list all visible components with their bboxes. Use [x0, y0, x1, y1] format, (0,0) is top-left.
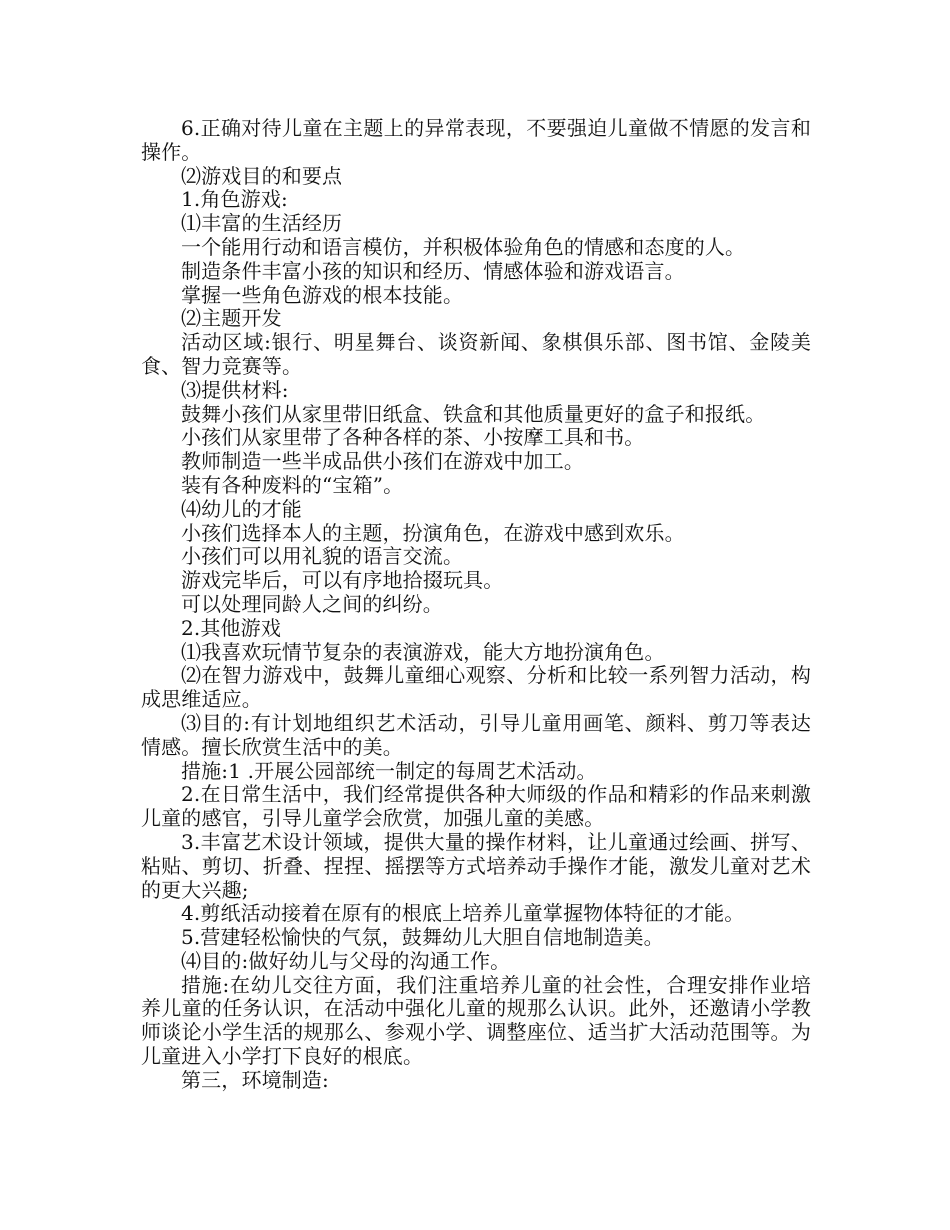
- paragraph-14: 装有各种废料的“宝箱”。: [181, 472, 404, 497]
- paragraph-25: 2.在日常生活中，我们经常提供各种大师级的作品和精彩的作品来刺激儿童的感官，引导儿童学会欣赏，加强儿童的美感。: [141, 782, 811, 831]
- paragraph-9: 活动区域:银行、明星舞台、谈资新闻、象棋俱乐部、图书馆、金陵美食、智力竞赛等。: [141, 330, 811, 378]
- paragraph-15: ⑷幼儿的才能: [181, 496, 302, 521]
- paragraph-18: 游戏完毕后，可以有序地拾掇玩具。: [181, 568, 504, 593]
- paragraph-24: 措施:1 .开展公园部统一制定的每周艺术活动。: [181, 758, 597, 783]
- paragraph-19: 可以处理同龄人之间的纠纷。: [181, 591, 443, 616]
- paragraph-4: ⑴丰富的生活经历: [181, 211, 343, 236]
- paragraph-26: 3.丰富艺术设计领域，提供大量的操作材料，让儿童通过绘画、拼写、粘贴、剪切、折叠、捏捏、摇摆等方式培养动手操作才能，激发儿童对艺术的更大兴趣;: [141, 829, 811, 902]
- paragraph-29: ⑷目的:做好幼儿与父母的沟通工作。: [181, 948, 511, 973]
- paragraph-2: ⑵游戏目的和要点: [181, 163, 343, 188]
- paragraph-10: ⑶提供材料:: [181, 377, 289, 402]
- paragraph-8: ⑵主题开发: [181, 306, 282, 331]
- paragraph-13: 教师制造一些半成品供小孩们在游戏中加工。: [181, 449, 584, 474]
- paragraph-20: 2.其他游戏: [181, 615, 281, 640]
- paragraph-17: 小孩们可以用礼貌的语言交流。: [181, 544, 464, 569]
- paragraph-7: 掌握一些角色游戏的根本技能。: [181, 282, 464, 307]
- paragraph-5: 一个能用行动和语言模仿，并积极体验角色的情感和态度的人。: [181, 234, 746, 259]
- document-page: [141, 117, 811, 1093]
- paragraph-11: 鼓舞小孩们从家里带旧纸盒、铁盒和其他质量更好的盒子和报纸。: [181, 401, 766, 426]
- paragraph-28: 5.营建轻松愉快的气氛，鼓舞幼儿大胆自信地制造美。: [181, 925, 664, 950]
- paragraph-27: 4.剪纸活动接着在原有的根底上培养儿童掌握物体特征的才能。: [181, 901, 745, 926]
- paragraph-1: 6.正确对待儿童在主题上的异常表现，不要强迫儿童做不情愿的发言和操作。: [141, 116, 811, 164]
- paragraph-3: 1.角色游戏:: [181, 187, 288, 212]
- paragraph-16: 小孩们选择本人的主题，扮演角色，在游戏中感到欢乐。: [181, 520, 685, 545]
- paragraph-31: 第三，环境制造:: [181, 1067, 329, 1092]
- paragraph-21: ⑴我喜欢玩情节复杂的表演游戏，能大方地扮演角色。: [181, 639, 665, 664]
- paragraph-23: ⑶目的:有计划地组织艺术活动，引导儿童用画笔、颜料、剪刀等表达情感。擅长欣赏生活中的美。: [141, 710, 811, 759]
- paragraph-6: 制造条件丰富小孩的知识和经历、情感体验和游戏语言。: [181, 258, 685, 283]
- paragraph-22: ⑵在智力游戏中，鼓舞儿童细心观察、分析和比较一系列智力活动，构成思维适应。: [141, 663, 811, 712]
- paragraph-12: 小孩们从家里带了各种各样的茶、小按摩工具和书。: [181, 425, 645, 450]
- paragraph-30: 措施:在幼儿交往方面，我们注重培养儿童的社会性，合理安排作业培养儿童的任务认识，在活动中强化儿童的规那么认识。此外，还邀请小学教师谈论小学生活的规那么、参观小学、调整座位、适当扩大活动范围等。为儿童进入小学打下良好的根底。: [141, 972, 811, 1069]
